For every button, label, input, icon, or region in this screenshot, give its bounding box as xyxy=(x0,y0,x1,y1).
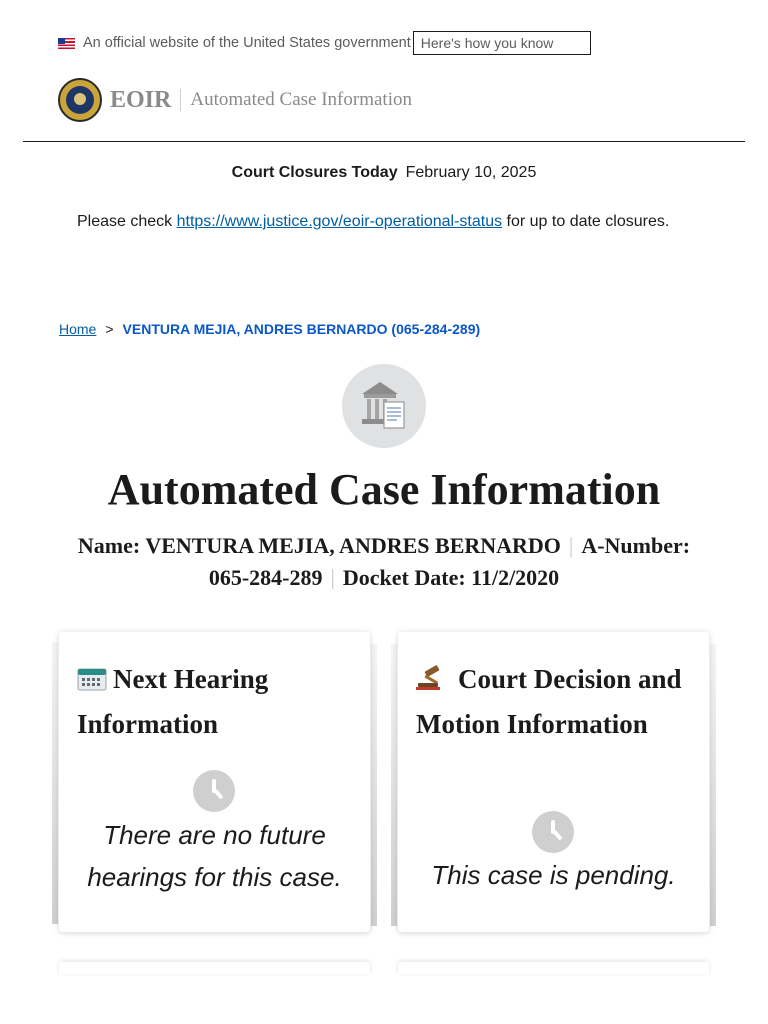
breadcrumb-separator: > xyxy=(105,321,114,337)
breadcrumb xyxy=(59,321,480,337)
court-closures-date: February 10, 2025 xyxy=(405,164,537,181)
next-hearing-heading xyxy=(77,658,357,745)
notice-prefix: Please check xyxy=(77,213,177,230)
next-hearing-card xyxy=(59,632,370,932)
heres-how-you-know-button[interactable]: Here's how you know xyxy=(413,31,591,55)
a-number-value: 065-284-289 xyxy=(208,565,323,590)
court-decision-heading xyxy=(416,658,696,745)
card-edge-shadow xyxy=(391,644,397,926)
court-decision-status: This case is pending. xyxy=(431,860,676,890)
court-closures xyxy=(0,164,768,182)
clock-icon xyxy=(532,811,574,853)
us-flag-icon xyxy=(58,38,75,49)
docket-date-label: Docket Date: xyxy=(342,565,472,590)
courthouse-document-icon xyxy=(342,364,426,448)
case-summary xyxy=(60,530,708,594)
name-label: Name: xyxy=(77,533,146,558)
gavel-icon xyxy=(416,661,452,703)
card-edge-shadow xyxy=(52,642,58,924)
clock-icon xyxy=(193,770,235,812)
case-info-divider: | xyxy=(568,533,574,558)
official-banner xyxy=(58,30,591,56)
next-hearing-title: Next Hearing Information xyxy=(77,664,269,739)
calendar-icon xyxy=(77,661,107,703)
header-divider xyxy=(180,89,181,111)
next-hearing-status: There are no future hearings for this case. xyxy=(87,820,342,892)
card-edge-shadow xyxy=(371,644,377,926)
breadcrumb-home-link[interactable]: Home xyxy=(59,321,97,337)
court-decision-title: Court Decision and Motion Information xyxy=(416,664,682,739)
card-edge-shadow xyxy=(710,644,716,926)
site-name[interactable]: Automated Case Information xyxy=(190,89,412,110)
notice-suffix: for up to date closures. xyxy=(502,213,670,230)
breadcrumb-current: VENTURA MEJIA, ANDRES BERNARDO (065-284-289) xyxy=(122,321,481,337)
docket-date-value: 11/2/2020 xyxy=(471,565,560,590)
next-card-peek xyxy=(398,962,709,974)
case-info-divider: | xyxy=(330,565,335,590)
name-value: VENTURA MEJIA, ANDRES BERNARDO xyxy=(145,533,561,558)
closures-notice xyxy=(77,208,677,236)
court-closures-label: Court Closures Today xyxy=(231,164,398,181)
page-title: Automated Case Information xyxy=(107,465,661,514)
site-header xyxy=(58,78,412,122)
agency-logo-text[interactable]: EOIR xyxy=(110,86,172,113)
court-decision-card xyxy=(398,632,709,932)
doj-seal-icon[interactable] xyxy=(58,78,102,122)
official-banner-text: An official website of the United States government xyxy=(83,35,411,51)
next-card-peek xyxy=(59,962,370,974)
a-number-label: A-Number: xyxy=(581,533,691,558)
header-rule xyxy=(23,141,745,142)
operational-status-link[interactable]: https://www.justice.gov/eoir-operational-status xyxy=(176,213,503,230)
